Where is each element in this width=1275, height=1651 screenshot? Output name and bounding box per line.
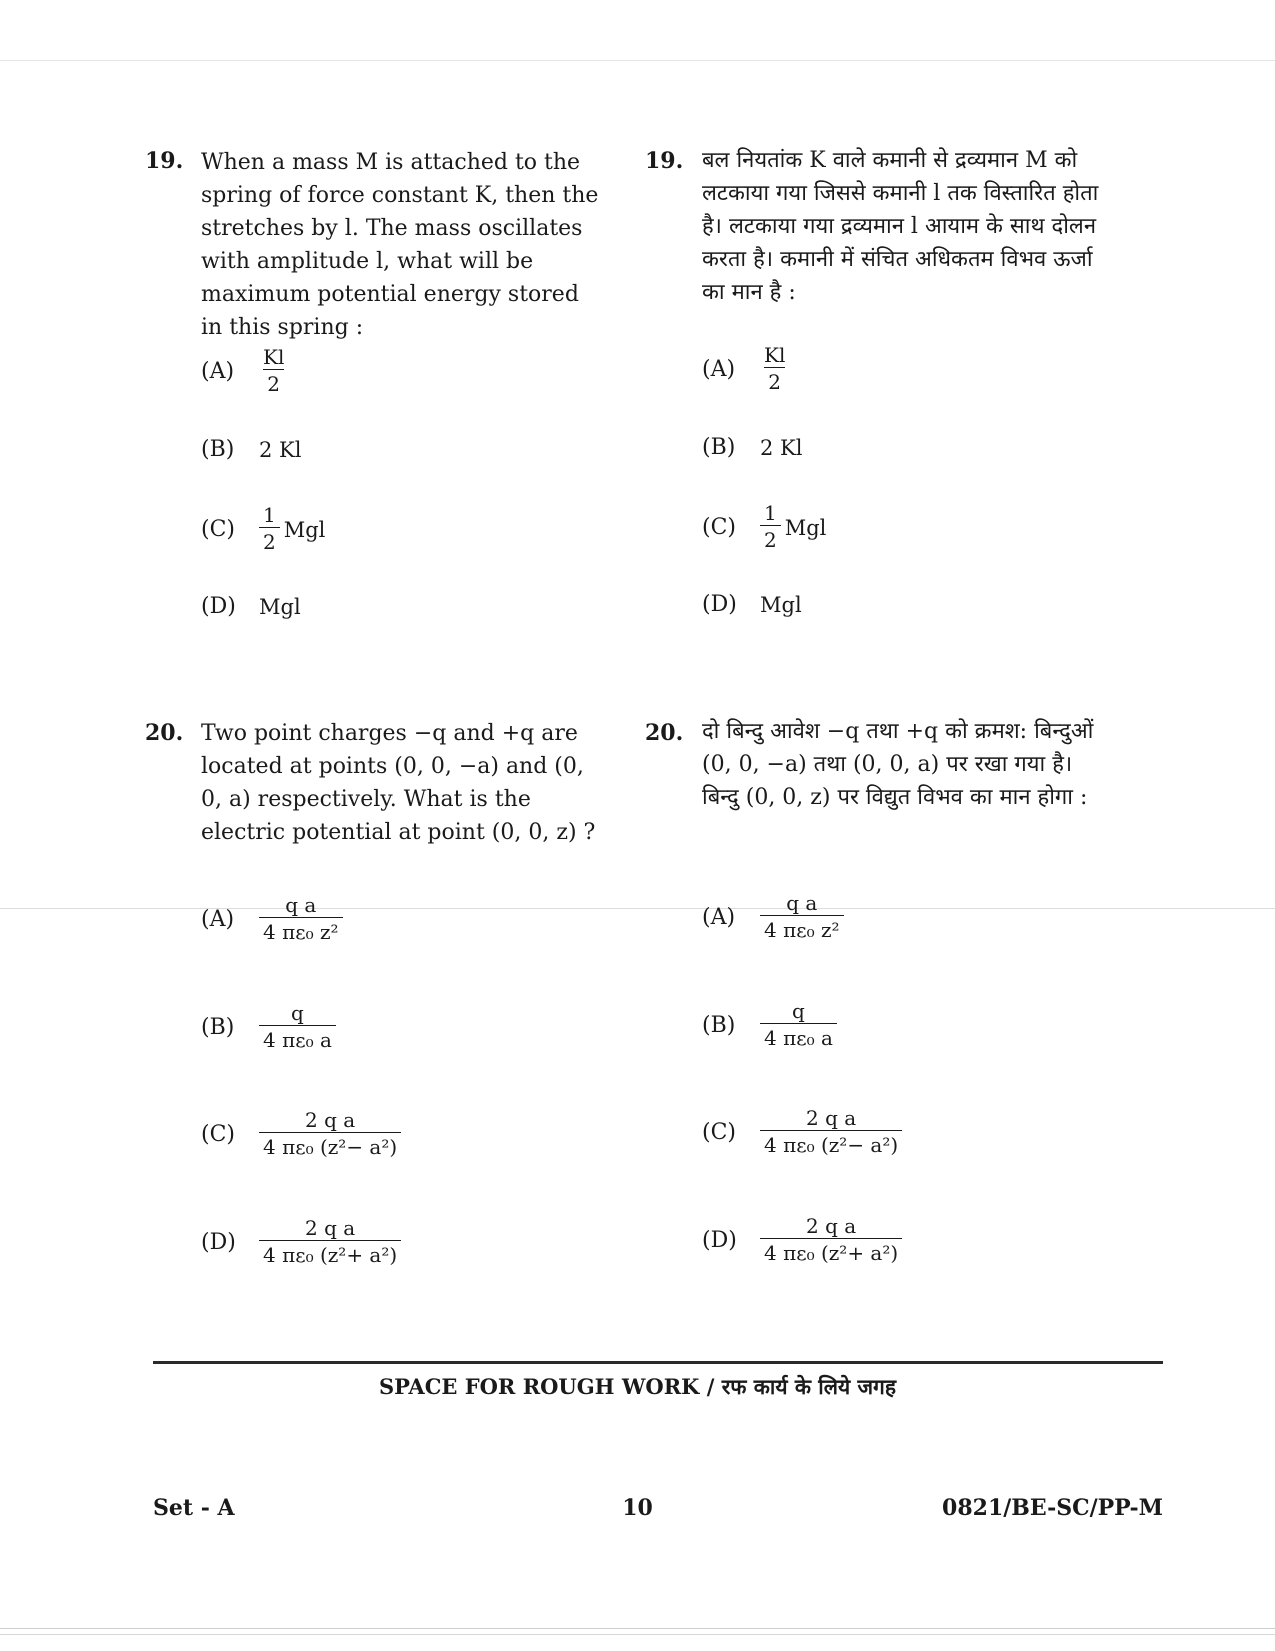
question-number: 20. [145,720,184,746]
option-c [702,1106,902,1159]
numerator: 2 q a [305,1216,356,1240]
fraction [760,501,781,554]
denominator: 2 [764,367,785,396]
fraction [760,999,837,1052]
option-label: (B) [702,1013,736,1038]
numerator: 1 [764,501,777,525]
denominator: 2 [760,525,781,554]
fraction [760,891,844,944]
fraction [259,1108,401,1161]
scan-artifact [0,1634,1275,1635]
numerator: q [291,1001,304,1025]
numerator: q a [285,893,317,917]
fraction [259,503,280,556]
option-label: (A) [201,359,235,384]
option-label: (B) [201,1015,235,1040]
denominator: 4 πε₀ z² [259,917,343,946]
denominator: 4 πε₀ a [259,1025,336,1054]
numerator: Kl [764,343,786,367]
option-label: (C) [702,1120,736,1145]
option-label: (D) [201,594,236,619]
option-label: (C) [201,1122,235,1147]
page-number: 10 [622,1495,653,1521]
option-label: (A) [201,907,235,932]
fraction [259,893,343,946]
option-d [702,1214,902,1267]
option-value: Mgl [760,592,802,617]
option-d [702,592,802,617]
option-d [201,594,301,619]
fraction [259,1216,401,1269]
option-c [201,503,325,556]
denominator: 2 [259,527,280,556]
option-value: Mgl [259,594,301,619]
numerator: q a [786,891,818,915]
denominator: 4 πε₀ (z²+ a²) [760,1238,902,1267]
numerator: q [792,999,805,1023]
option-label: (B) [201,437,235,462]
denominator: 4 πε₀ (z²− a²) [760,1130,902,1159]
numerator: 1 [263,503,276,527]
option-value: 2 Kl [259,437,302,462]
option-d [201,1216,401,1269]
question-number: 19. [145,148,184,174]
numerator: 2 q a [305,1108,356,1132]
option-label: (A) [702,357,736,382]
option-a [201,345,288,398]
option-label: (C) [702,515,736,540]
fraction [259,1001,336,1054]
fraction [760,343,789,396]
fraction [760,1214,902,1267]
option-value: Mgl [283,517,326,542]
scan-artifact [0,1628,1275,1629]
option-a [702,891,844,944]
option-b [201,1001,336,1054]
denominator: 4 πε₀ a [760,1023,837,1052]
denominator: 4 πε₀ (z²− a²) [259,1132,401,1161]
fraction [760,1106,902,1159]
option-label: (B) [702,435,736,460]
option-c [201,1108,401,1161]
option-value: 2 Kl [760,435,803,460]
option-label: (C) [201,517,235,542]
question-text: When a mass M is attached to the spring of force constant K, then the stretches by l. The mass oscillates with amplitude l, what will be maximum potential energy stored in this spring : [201,150,599,340]
option-a [201,893,343,946]
divider-rule [153,1361,1163,1364]
option-label: (D) [702,1228,737,1253]
option-label: (D) [702,592,737,617]
set-label: Set - A [153,1495,235,1521]
option-a [702,343,789,396]
option-label: (A) [702,905,736,930]
question-text: दो बिन्दु आवेश −q तथा +q को क्रमश: बिन्दुओं (0, 0, −a) तथा (0, 0, a) पर रखा गया है। बिन्दु (0, 0, z) पर विद्युत विभव का मान होगा : [702,719,1094,810]
option-b [702,435,802,460]
option-label: (D) [201,1230,236,1255]
question-text: Two point charges −q and +q are located at points (0, 0, −a) and (0, 0, a) respectively. What is the electric potential at point (0, 0, z) ? [201,721,596,845]
denominator: 4 πε₀ (z²+ a²) [259,1240,401,1269]
scan-artifact [0,60,1275,61]
scan-artifact [0,908,1275,909]
option-b [201,437,301,462]
fraction [259,345,288,398]
question-number: 19. [645,148,684,174]
paper-code: 0821/BE-SC/PP-M [942,1495,1163,1521]
denominator: 2 [263,369,284,398]
numerator: 2 q a [806,1214,857,1238]
numerator: Kl [263,345,285,369]
question-number: 20. [645,720,684,746]
option-c [702,501,826,554]
numerator: 2 q a [806,1106,857,1130]
rough-work-heading: SPACE FOR ROUGH WORK / रफ कार्य के लिये जगह [378,1374,897,1399]
option-b [702,999,837,1052]
question-text: बल नियतांक K वाले कमानी से द्रव्यमान M को लटकाया गया जिससे कमानी l तक विस्तारित होता है। लटकाया गया द्रव्यमान l आयाम के साथ दोलन करता है। कमानी में संचित अधिकतम विभव ऊर्जा का मान है : [702,148,1099,305]
denominator: 4 πε₀ z² [760,915,844,944]
option-value: Mgl [784,515,827,540]
